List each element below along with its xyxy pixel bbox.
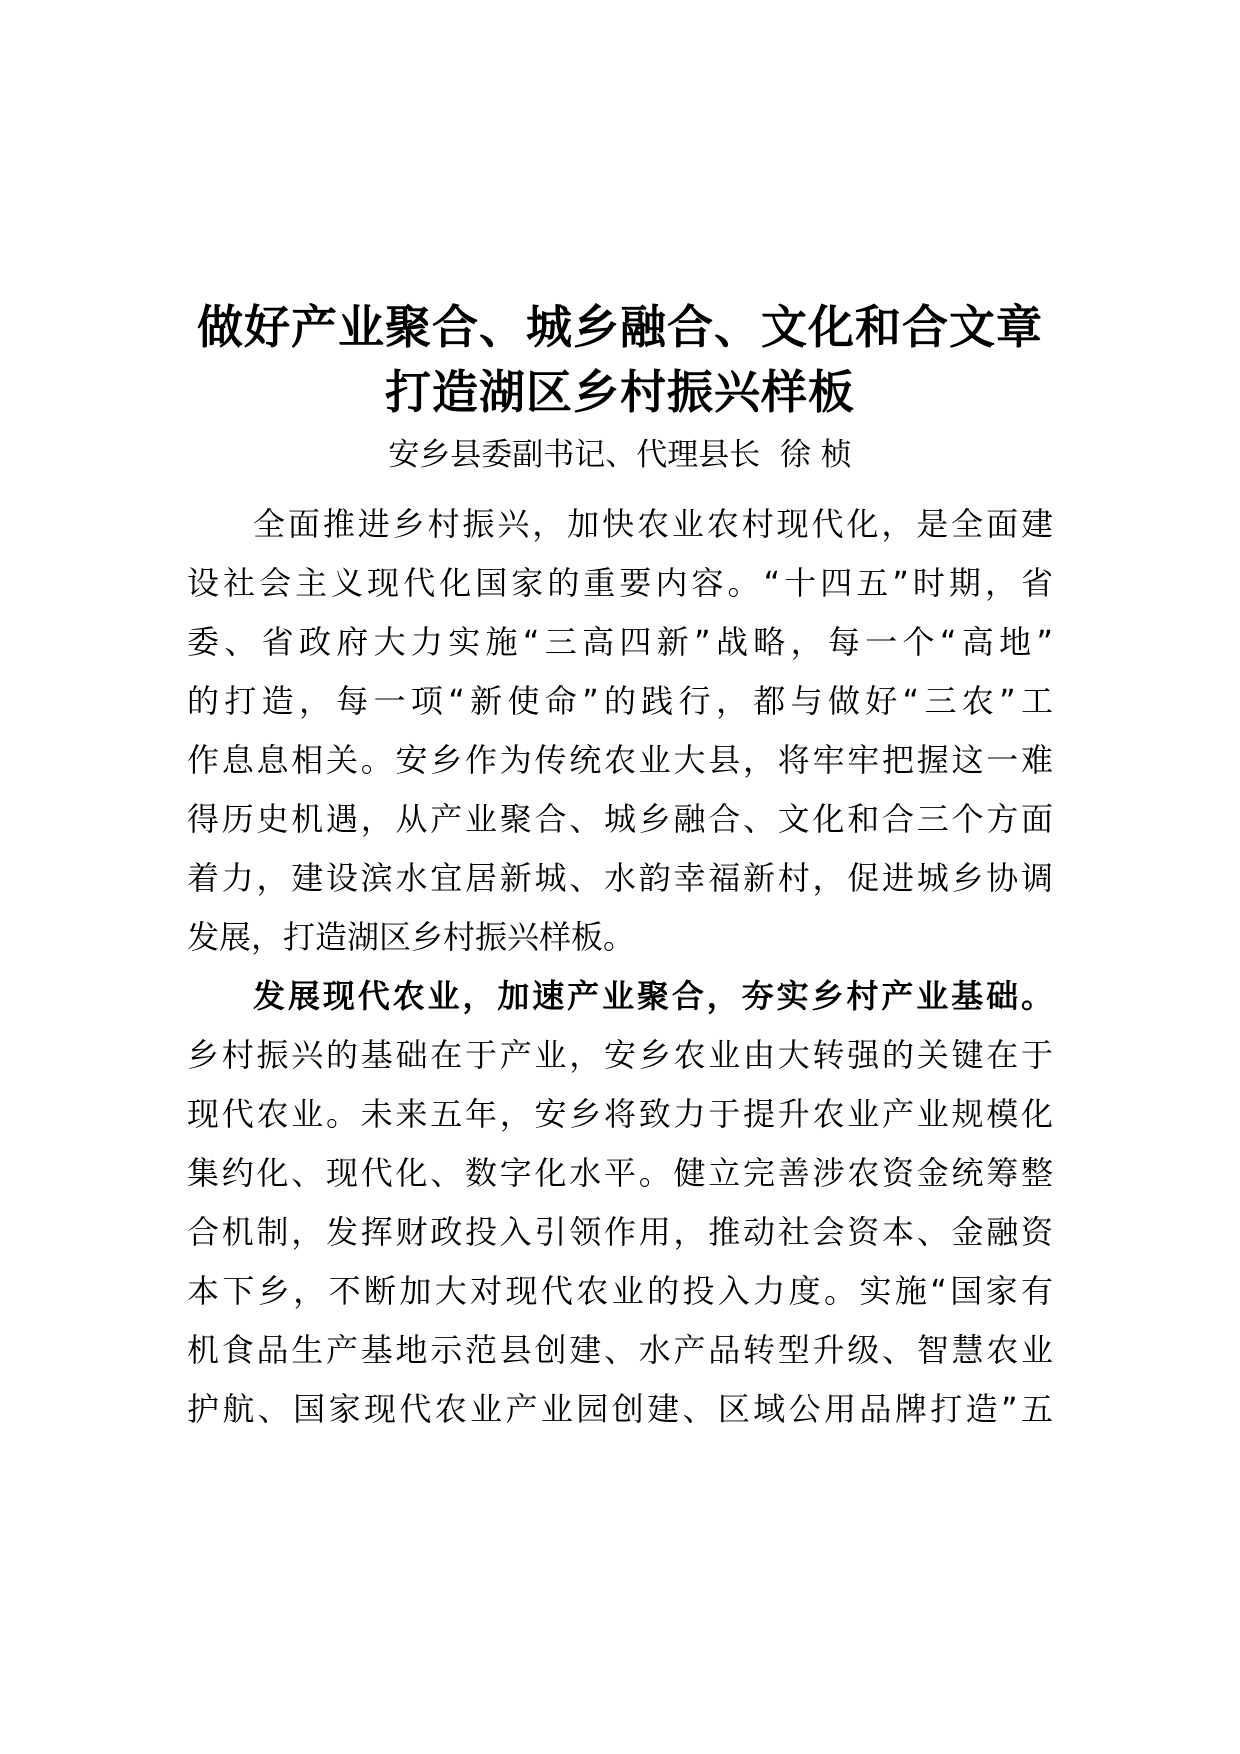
- paragraph-1-line-5: 作息息相关。安乡作为传统农业大县，将牢牢把握这一难: [187, 741, 1053, 779]
- paragraph-1-line-8: 发展，打造湖区乡村振兴样板。: [187, 918, 636, 956]
- author-byline: 安乡县委副书记、代理县长 徐 桢: [388, 437, 852, 473]
- paragraph-1-line-4: 的打造，每一项“新使命”的践行，都与做好“三农”工: [187, 682, 1053, 720]
- paragraph-1-line-7: 着力，建设滨水宜居新城、水韵幸福新村，促进城乡协调: [187, 859, 1053, 897]
- section-heading: 发展现代农业，加速产业聚合，夯实乡村产业基础。: [253, 977, 1053, 1015]
- document-title-line-2: 打造湖区乡村振兴样板: [385, 365, 855, 419]
- paragraph-1-line-6: 得历史机遇，从产业聚合、城乡融合、文化和合三个方面: [187, 800, 1053, 838]
- paragraph-2-line-5: 本下乡，不断加大对现代农业的投入力度。实施“国家有: [187, 1272, 1053, 1310]
- paragraph-2-line-4: 合机制，发挥财政投入引领作用，推动社会资本、金融资: [187, 1213, 1053, 1251]
- document-title-line-1: 做好产业聚合、城乡融合、文化和合文章: [197, 300, 1043, 354]
- paragraph-2-line-3: 集约化、现代化、数字化水平。健立完善涉农资金统筹整: [187, 1154, 1053, 1192]
- paragraph-2-line-1: 乡村振兴的基础在于产业，安乡农业由大转强的关键在于: [187, 1036, 1053, 1074]
- paragraph-1-line-3: 委、省政府大力实施“三高四新”战略，每一个“高地”: [187, 623, 1053, 661]
- paragraph-1-line-2: 设社会主义现代化国家的重要内容。“十四五”时期，省: [187, 564, 1053, 602]
- paragraph-2-line-7: 护航、国家现代农业产业园创建、区域公用品牌打造”五: [187, 1390, 1053, 1428]
- paragraph-2-line-6: 机食品生产基地示范县创建、水产品转型升级、智慧农业: [187, 1331, 1053, 1369]
- paragraph-2-line-2: 现代农业。未来五年，安乡将致力于提升农业产业规模化: [187, 1095, 1053, 1133]
- paragraph-1-line-1: 全面推进乡村振兴，加快农业农村现代化，是全面建: [253, 505, 1053, 543]
